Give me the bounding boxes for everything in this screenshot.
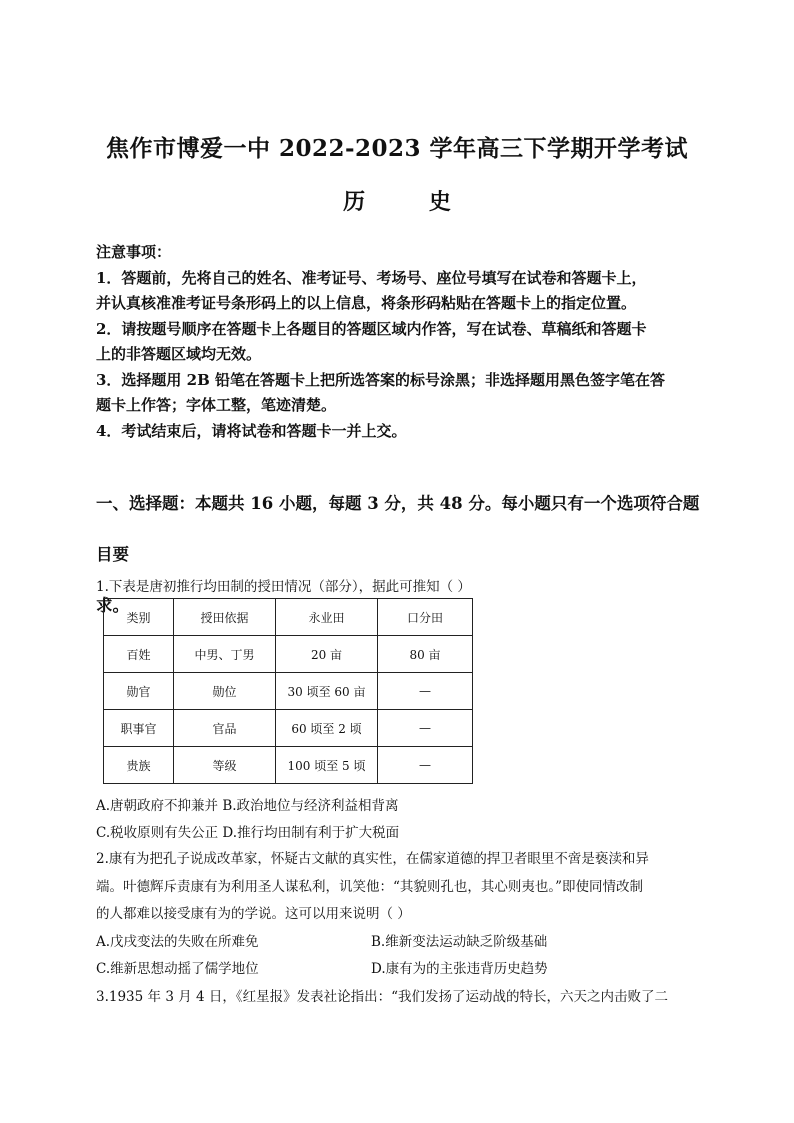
question-2: [96, 846, 706, 984]
land-grant-table: [103, 598, 473, 784]
option-row: [96, 956, 706, 984]
option-line: A.唐朝政府不抑兼并 B.政治地位与经济利益相背离: [96, 798, 399, 814]
table-cell: 60 顷至 2 顷: [276, 710, 378, 747]
table-header-cell: 永业田: [276, 599, 378, 636]
notice-line: 上的非答题区域均无效。: [96, 345, 262, 363]
section-heading-line: 一、选择题：本题共 16 小题，每题 3 分，共 48 分。每小题只有一个选项符合题目要: [96, 494, 700, 564]
option-a: A.戊戌变法的失败在所难免: [96, 933, 259, 950]
notice-line: 3．选择题用 2B 铅笔在答题卡上把所选答案的标号涂黑；非选择题用黑色签字笔在答: [96, 370, 666, 389]
option-b: B.维新变法运动缺乏阶级基础: [371, 933, 548, 950]
table-cell: 职事官: [104, 710, 174, 747]
notice-block: [96, 240, 706, 444]
option-d: D.康有为的主张违背历史趋势: [371, 961, 548, 977]
question-2-line: 2.康有为把孔子说成改革家，怀疑古文献的真实性，在儒家道德的捍卫者眼里不啻是亵渎和异: [96, 851, 649, 867]
table-cell: 贵族: [104, 747, 174, 784]
table-cell: 100 顷至 5 顷: [276, 747, 378, 784]
table-row: [104, 710, 473, 747]
notice-line: 4．考试结束后，请将试卷和答题卡一并上交。: [96, 421, 407, 440]
question-2-line: 的人都难以接受康有为的学说。这可以用来说明（ ）: [96, 906, 411, 922]
table-cell: —: [378, 710, 473, 747]
option-line: C.税收原则有失公正 D.推行均田制有利于扩大税面: [96, 825, 400, 841]
question-3-line: 3.1935 年 3 月 4 日，《红星报》发表社论指出：“我们发扬了运动战的特长，六天之内击败了二: [96, 989, 669, 1005]
section-heading-line: 求。: [96, 596, 129, 615]
exam-title: 焦作市博爱一中 2022-2023 学年高三下学期开学考试: [105, 135, 689, 162]
question-2-line: 端。叶德辉斥责康有为利用圣人谋私利，讥笑他：“其貌则孔也，其心则夷也。”即使同情改制: [96, 878, 644, 895]
table-row: [104, 747, 473, 784]
table-cell: 勋官: [104, 673, 174, 710]
table-cell: 等级: [174, 747, 276, 784]
table-header-row: [104, 599, 473, 636]
table-header-cell: 授田依据: [174, 599, 276, 636]
notice-line: 并认真核准准考证号条形码上的以上信息，将条形码粘贴在答题卡上的指定位置。: [96, 294, 637, 312]
option-row: [96, 929, 706, 957]
notice-line: 题卡上作答；字体工整，笔迹清楚。: [96, 396, 337, 414]
notice-heading: 注意事项：: [96, 243, 172, 261]
table-cell: 官品: [174, 710, 276, 747]
table-cell: 80 亩: [378, 636, 473, 673]
table-cell: 勋位: [174, 673, 276, 710]
table-cell: 百姓: [104, 636, 174, 673]
table-cell: —: [378, 673, 473, 710]
table-header-cell: 口分田: [378, 599, 473, 636]
table-row: [104, 673, 473, 710]
table-header-cell: 类别: [104, 599, 174, 636]
question-1-stem: 1.下表是唐初推行均田制的授田情况（部分），据此可推知（ ）: [96, 579, 471, 595]
table-cell: 20 亩: [276, 636, 378, 673]
notice-line: 2．请按题号顺序在答题卡上各题目的答题区域内作答，写在试卷、草稿纸和答题卡: [96, 319, 647, 338]
question-1-options: [96, 793, 399, 847]
table-row: [104, 636, 473, 673]
table-cell: —: [378, 747, 473, 784]
table-cell: 30 顷至 60 亩: [276, 673, 378, 710]
exam-subject: 历 史: [343, 189, 479, 215]
notice-line: 1．答题前，先将自己的姓名、准考证号、考场号、座位号填写在试卷和答题卡上，: [96, 268, 647, 287]
question-3: [96, 984, 706, 1011]
table-cell: 中男、丁男: [174, 636, 276, 673]
option-c: C.维新思想动摇了儒学地位: [96, 961, 259, 977]
